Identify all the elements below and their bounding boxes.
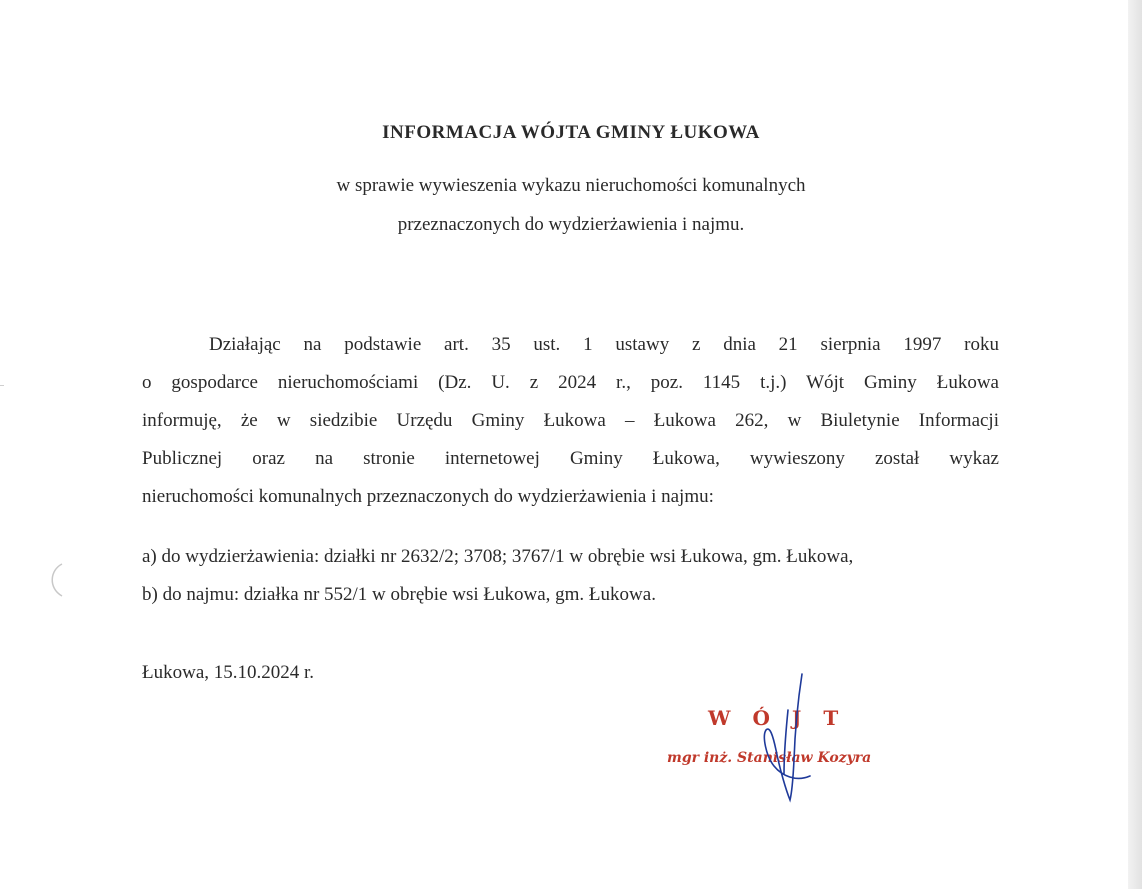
subtitle-line-2: przeznaczonych do wydzierżawienia i najmu. — [397, 214, 745, 235]
main-paragraph — [142, 326, 999, 516]
paragraph-line: Publicznej oraz na stronie internetowej Gminy Łukowa, wywieszony został wykaz — [142, 448, 999, 469]
signature-icon — [740, 670, 840, 810]
stamp-title: WÓJT — [708, 706, 861, 730]
list-item-rent: b) do najmu: działka nr 552/1 w obrębie wsi Łukowa, gm. Łukowa. — [142, 584, 656, 605]
scan-bracket-mark — [40, 560, 80, 600]
paragraph-line: o gospodarce nieruchomościami (Dz. U. z 2024 r., poz. 1145 t.j.) Wójt Gminy Łukowa — [142, 372, 999, 393]
place-date: Łukowa, 15.10.2024 r. — [142, 662, 315, 683]
subtitle-line-1: w sprawie wywieszenia wykazu nieruchomości komunalnych — [336, 175, 806, 196]
scan-mark — [0, 385, 4, 386]
paragraph-line: Działając na podstawie art. 35 ust. 1 ustawy z dnia 21 sierpnia 1997 roku — [209, 334, 999, 355]
document-heading: INFORMACJA WÓJTA GMINY ŁUKOWA — [382, 122, 760, 143]
list-item-lease: a) do wydzierżawienia: działki nr 2632/2; 3708; 3767/1 w obrębie wsi Łukowa, gm. Łukowa, — [142, 546, 854, 567]
paragraph-line: informuję, że w siedzibie Urzędu Gminy Łukowa – Łukowa 262, w Biuletynie Informacji — [142, 410, 999, 431]
paragraph-line: nieruchomości komunalnych przeznaczonych do wydzierżawienia i najmu: — [142, 486, 714, 507]
stamp-name: mgr inż. Stanisław Kozyra — [667, 750, 872, 766]
